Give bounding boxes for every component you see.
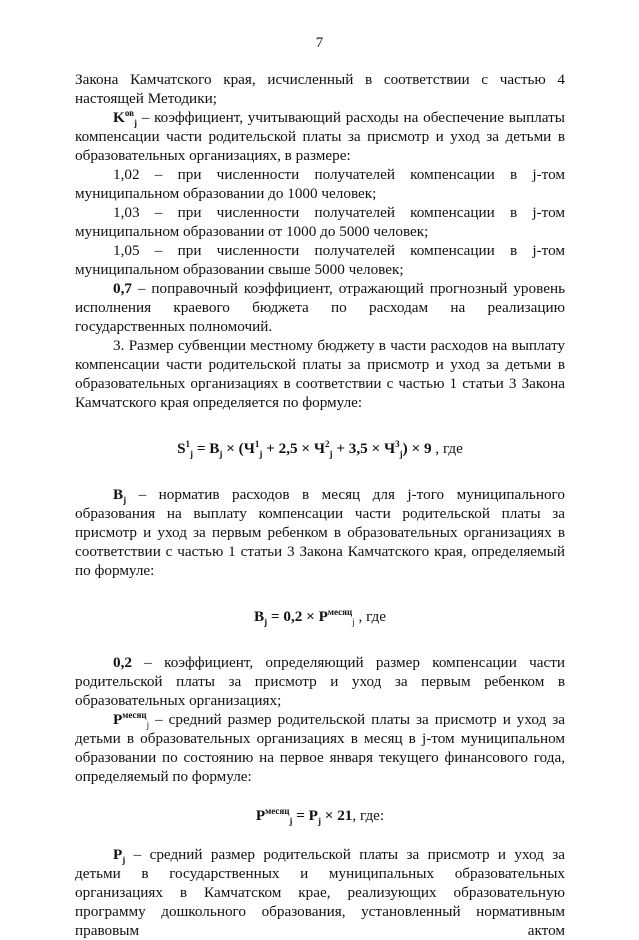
correction-text: – поправочный коэффициент, отражающий прогнозный уровень исполнения краевого бюджета по расходам на реализацию государственных полномочий. [75, 280, 565, 335]
kov-subscript: j [133, 118, 137, 129]
paragraph-law-reference: Закона Камчатского края, исчисленный в соответствии с частью 4 настоящей Методики; [75, 71, 565, 107]
paragraph-pmes-definition: $P^{месяц}_j$ – средний размер родительской платы за присмотр и уход за детьми в образовательных организациях в месяц в j-том муниципальном образовании по состоянию на первое января текущего финансового года, определяемый по формуле: [75, 709, 565, 785]
paragraph-correction-coefficient [75, 279, 565, 336]
coefficient-1-02: 1,02 – при численности получателей компенсации в j-том муниципальном образовании до 1000 человек; [75, 166, 565, 202]
coefficient-1-05: 1,05 – при численности получателей компенсации в j-том муниципальном образовании свыше 5000 человек; [75, 242, 565, 278]
coefficient-1-03: 1,03 – при численности получателей компенсации в j-том муниципальном образовании от 1000 до 5000 человек; [75, 204, 565, 240]
formula-bj: $B_j = 0,2 \times P^{месяц}_j$ , где [253, 606, 387, 628]
page-number: 7 [315, 35, 324, 51]
paragraph-bj-definition: $B_j$ – норматив расходов в месяц для j-того муниципального образования на выплату компенсации части родительской платы за присмотр и уход за первым ребенком в образовательных организациях в соответствии с частью 1 статьи 3 Закона Камчатского края, определяемый по формуле: [75, 486, 565, 579]
paragraph-pj-definition: $P_j$ – средний размер родительской платы за присмотр и уход за детьми в государственных и муниципальных образовательных организациях в Камчатском крае, реализующих образовательную программу дошкольного образования, установленный нормативным правовым актом [75, 846, 565, 939]
formula-pmes: $P^{месяц}_j = P_j \times 21$, где: [255, 805, 385, 827]
correction-value: 0,7 [113, 280, 132, 297]
formula-subvention: $S^1_j = B_j \times (Ч^1_j + 2,5 \times Ч^2_j + 3,5 \times Ч^3_j) \times 9$ , где [177, 438, 463, 460]
kov-text: – коэффициент, учитывающий расходы на обеспечение выплаты компенсации части родительской платы за присмотр и уход за детьми в образовательных организациях, в размере: [75, 109, 565, 164]
paragraph-section-3: 3. Размер субвенции местному бюджету в части расходов на выплату компенсации части родительской платы за присмотр и уход за детьми в образовательных организациях в соответствии с частью 1 статьи 3 Закона Камчатского края определяется по формуле: [75, 337, 565, 411]
paragraph-coefficient-0-2: 0,2 – коэффициент, определяющий размер компенсации части родительской платы за присмотр и уход за первым ребенком в образовательных организациях; [75, 654, 565, 709]
document-body [75, 70, 565, 940]
paragraph-kov-definition [75, 108, 565, 165]
kov-symbol: K [113, 109, 125, 126]
kov-superscript: ов [124, 107, 134, 118]
